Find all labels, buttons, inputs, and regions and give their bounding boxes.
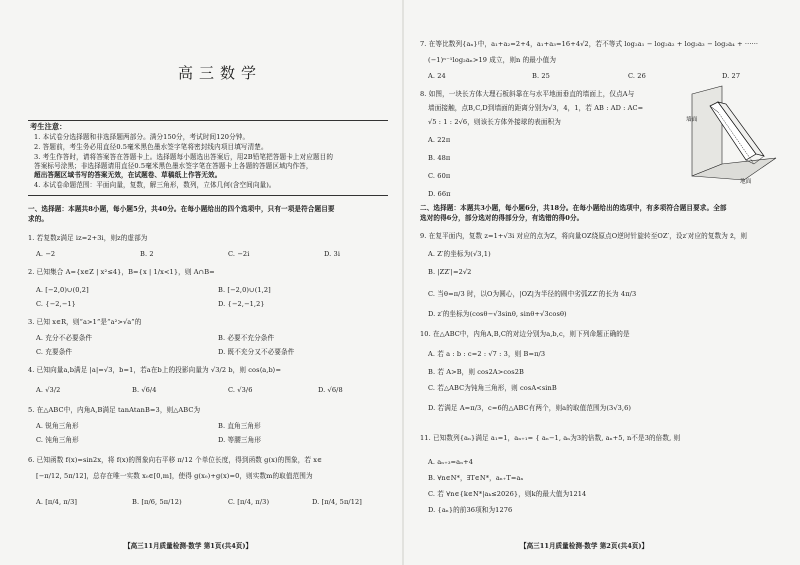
option-4c: C. √3/6	[228, 386, 253, 394]
option-2b: B. [−2,0)∪(1,2]	[218, 286, 271, 294]
option-5d: D. 等腰三角形	[218, 436, 262, 444]
option-11d: D. {aₙ}的前36项和为1276	[428, 506, 513, 514]
option-9c: C. 当θ=π/3 时，以O为圆心，|OZ|为半径的圆中劣弧ZZ′的长为 4π/3	[428, 290, 637, 298]
option-10b: B. 若 A>B，则 cos2A>cos2B	[428, 368, 524, 376]
option-8c: C. 60π	[428, 172, 451, 180]
option-6b: B. [π/6, 5π/12)	[132, 498, 182, 506]
option-10a: A. 若 a : b : c=2 : √7 : 3，则 B=π/3	[428, 350, 546, 358]
page-1	[28, 0, 390, 565]
option-4b: B. √6/4	[132, 386, 157, 394]
option-8a: A. 22π	[428, 136, 451, 144]
section-2-heading-cont: 选对的得6分，部分选对的得部分分，有选错的得0分。	[420, 214, 584, 222]
page-2	[420, 0, 782, 565]
exam-title: 高三数学	[178, 64, 263, 82]
question-8: 8. 如图，一块长方体大理石板斜靠在与水平地面垂直的墙面上，仅点A与	[420, 90, 635, 98]
question-2: 2. 已知集合 A={x∈Z | x²≤4}，B={x | 1/x<1}，则 A∩B=	[28, 268, 215, 276]
option-7a: A. 24	[428, 72, 446, 80]
page-fold	[402, 0, 404, 565]
section-2-heading: 二、选择题：本题共3小题，每小题6分，共18分。在每小题给出的选项中，有多项符合题目要求。全部	[420, 204, 727, 212]
option-1d: D. 3i	[324, 250, 341, 258]
option-6d: D. [π/4, 5π/12]	[312, 498, 362, 506]
option-7b: B. 25	[532, 72, 550, 80]
option-6c: C. [π/4, π/3)	[228, 498, 270, 506]
option-3a: A. 充分不必要条件	[36, 334, 93, 342]
question-9: 9. 在复平面内，复数 z=1+√3i 对应的点为Z，将向量OZ绕原点O逆时针旋转至OZ′，设z′对应的复数为 z̄，则	[420, 232, 748, 240]
option-9d: D. z′的坐标为(cosθ−√3sinθ, sinθ+√3cosθ)	[428, 310, 567, 318]
option-5b: B. 直角三角形	[218, 422, 261, 430]
option-2c: C. {−2,−1}	[36, 300, 76, 308]
question-1: 1. 若复数z满足 iz=2+3i，则z的虚部为	[28, 234, 148, 242]
question-4: 4. 已知向量a,b满足 |a|=√3，b=1，若a在b上的投影向量为 √3/2 b，则 cos⟨a,b⟩=	[28, 366, 282, 374]
question-7: 7. 在等比数列{aₙ}中，a₁+a₂=2+4，a₁+a₃=16+4√2，若不等式 log₂a₁ − log₂a₂ + log₂a₃ − log₂a₄ + ······	[420, 40, 759, 48]
option-6a: A. [π/4, π/3]	[36, 498, 78, 506]
option-7c: C. 26	[628, 72, 646, 80]
question-5: 5. 在△ABC中，内角A,B满足 tanAtanB=3，则△ABC为	[28, 406, 201, 414]
option-1c: C. −2i	[228, 250, 250, 258]
notice-item: 2. 答题前，考生务必用直径0.5毫米黑色墨水签字笔将密封线内项目填写清楚。	[34, 143, 268, 151]
option-9a: A. Z′的坐标为(√3,1)	[428, 250, 491, 258]
option-7d: D. 27	[722, 72, 741, 80]
option-10c: C. 若△ABC为钝角三角形，则 cosA<sinB	[428, 384, 557, 392]
option-3c: C. 充要条件	[36, 348, 73, 356]
question-6: 6. 已知函数 f(x)=sin2x，将 f(x)的图象向右平移 π/12 个单位长度，得到函数 g(x)的图象，若 x∈	[28, 456, 323, 464]
notice-item: 4. 本试卷命题范围：平面向量，复数，解三角形，数列，立体几何(含空间向量)。	[34, 181, 276, 189]
notice-item: 1. 本试卷分选择题和非选择题两部分。满分150分，考试时间120分钟。	[34, 133, 250, 141]
option-11c: C. 若 ∀n∈{k∈N*|aₖ≤2026}，则k的最大值为1214	[428, 490, 587, 498]
option-3b: B. 必要不充分条件	[218, 334, 275, 342]
ground-label: 地面	[740, 179, 752, 185]
question-8-cont: √5 : 1 : 2√6，则该长方体外接球的表面积为	[428, 118, 561, 126]
option-4a: A. √3/2	[36, 386, 61, 394]
option-4d: D. √6/8	[318, 386, 343, 394]
section-1-heading-cont: 求的。	[28, 215, 49, 223]
option-1a: A. −2	[36, 250, 56, 258]
question-11: 11. 已知数列{aₙ}满足 a₁=1，aₙ₊₁= { aₙ−1, aₙ为3的倍数, aₙ+5, n不是3的倍数, 则	[420, 434, 681, 442]
section-1-heading: 一、选择题：本题共8小题，每小题5分，共40分。在每小题给出的四个选项中，只有一项是符合题目要	[28, 205, 335, 213]
notice-heading: 考生注意：	[30, 122, 67, 131]
option-2d: D. {−2,−1,2}	[218, 300, 265, 308]
question-3: 3. 已知 x∈R，则“a>1”是“a²>√a”的	[28, 318, 142, 326]
question-7-cont: (−1)ⁿ⁻¹log₂aₙ>19 成立，则n 的最小值为	[428, 56, 557, 64]
option-9b: B. |ZZ′|=2√2	[428, 268, 472, 276]
notice-item: 答案标号涂黑；非选择题请用直径0.5毫米黑色墨水签字笔在答题卡上各题的答题区域内作答，	[34, 162, 313, 170]
page-footer: 【高三11月质量检测·数学 第2页(共4页)】	[520, 542, 649, 550]
option-1b: B. 2	[140, 250, 154, 258]
question-8-cont: 墙面接触，点B,C,D到墙面的距离分别为√3，4，1，若 AB : AD : AC=	[428, 104, 644, 112]
option-3d: D. 既不充分又不必要条件	[218, 348, 295, 356]
option-10d: D. 若满足 A=π/3，c=6的△ABC有两个，则a的取值范围为(3√3,6)	[428, 404, 632, 412]
option-8d: D. 66π	[428, 190, 451, 198]
question-10: 10. 在△ABC中，内角A,B,C的对边分别为a,b,c，则下列命题正确的是	[420, 330, 630, 338]
cuboid-figure	[682, 84, 778, 188]
option-11b: B. ∀n∈N*，∃T∈N*，aₙ₊T=aₙ	[428, 474, 524, 482]
notice-item: 3. 考生作答时，请将答案答在答题卡上。选择题每小题选出答案后，用2B铅笔把答题卡上对应题目的	[34, 153, 334, 161]
option-5c: C. 钝角三角形	[36, 436, 79, 444]
wall-label: 墙面	[686, 117, 698, 123]
option-5a: A. 锐角三角形	[36, 422, 79, 430]
option-11a: A. aₙ₊₃=aₙ+4	[428, 458, 474, 466]
wall-plane	[692, 86, 722, 176]
page-footer: 【高三11月质量检测·数学 第1页(共4页)】	[124, 542, 253, 550]
option-8b: B. 48π	[428, 154, 451, 162]
option-2a: A. [−2,0)∪(0,2]	[36, 286, 89, 294]
notice-item: 超出答题区域书写的答案无效，在试题卷、草稿纸上作答无效。	[34, 171, 222, 179]
question-6-cont: [−π/12, 5π/12]，总存在唯一实数 x₀∈[0,m]，使得 g(x₀)+g(x)=0，则实数m的取值范围为	[36, 472, 313, 480]
